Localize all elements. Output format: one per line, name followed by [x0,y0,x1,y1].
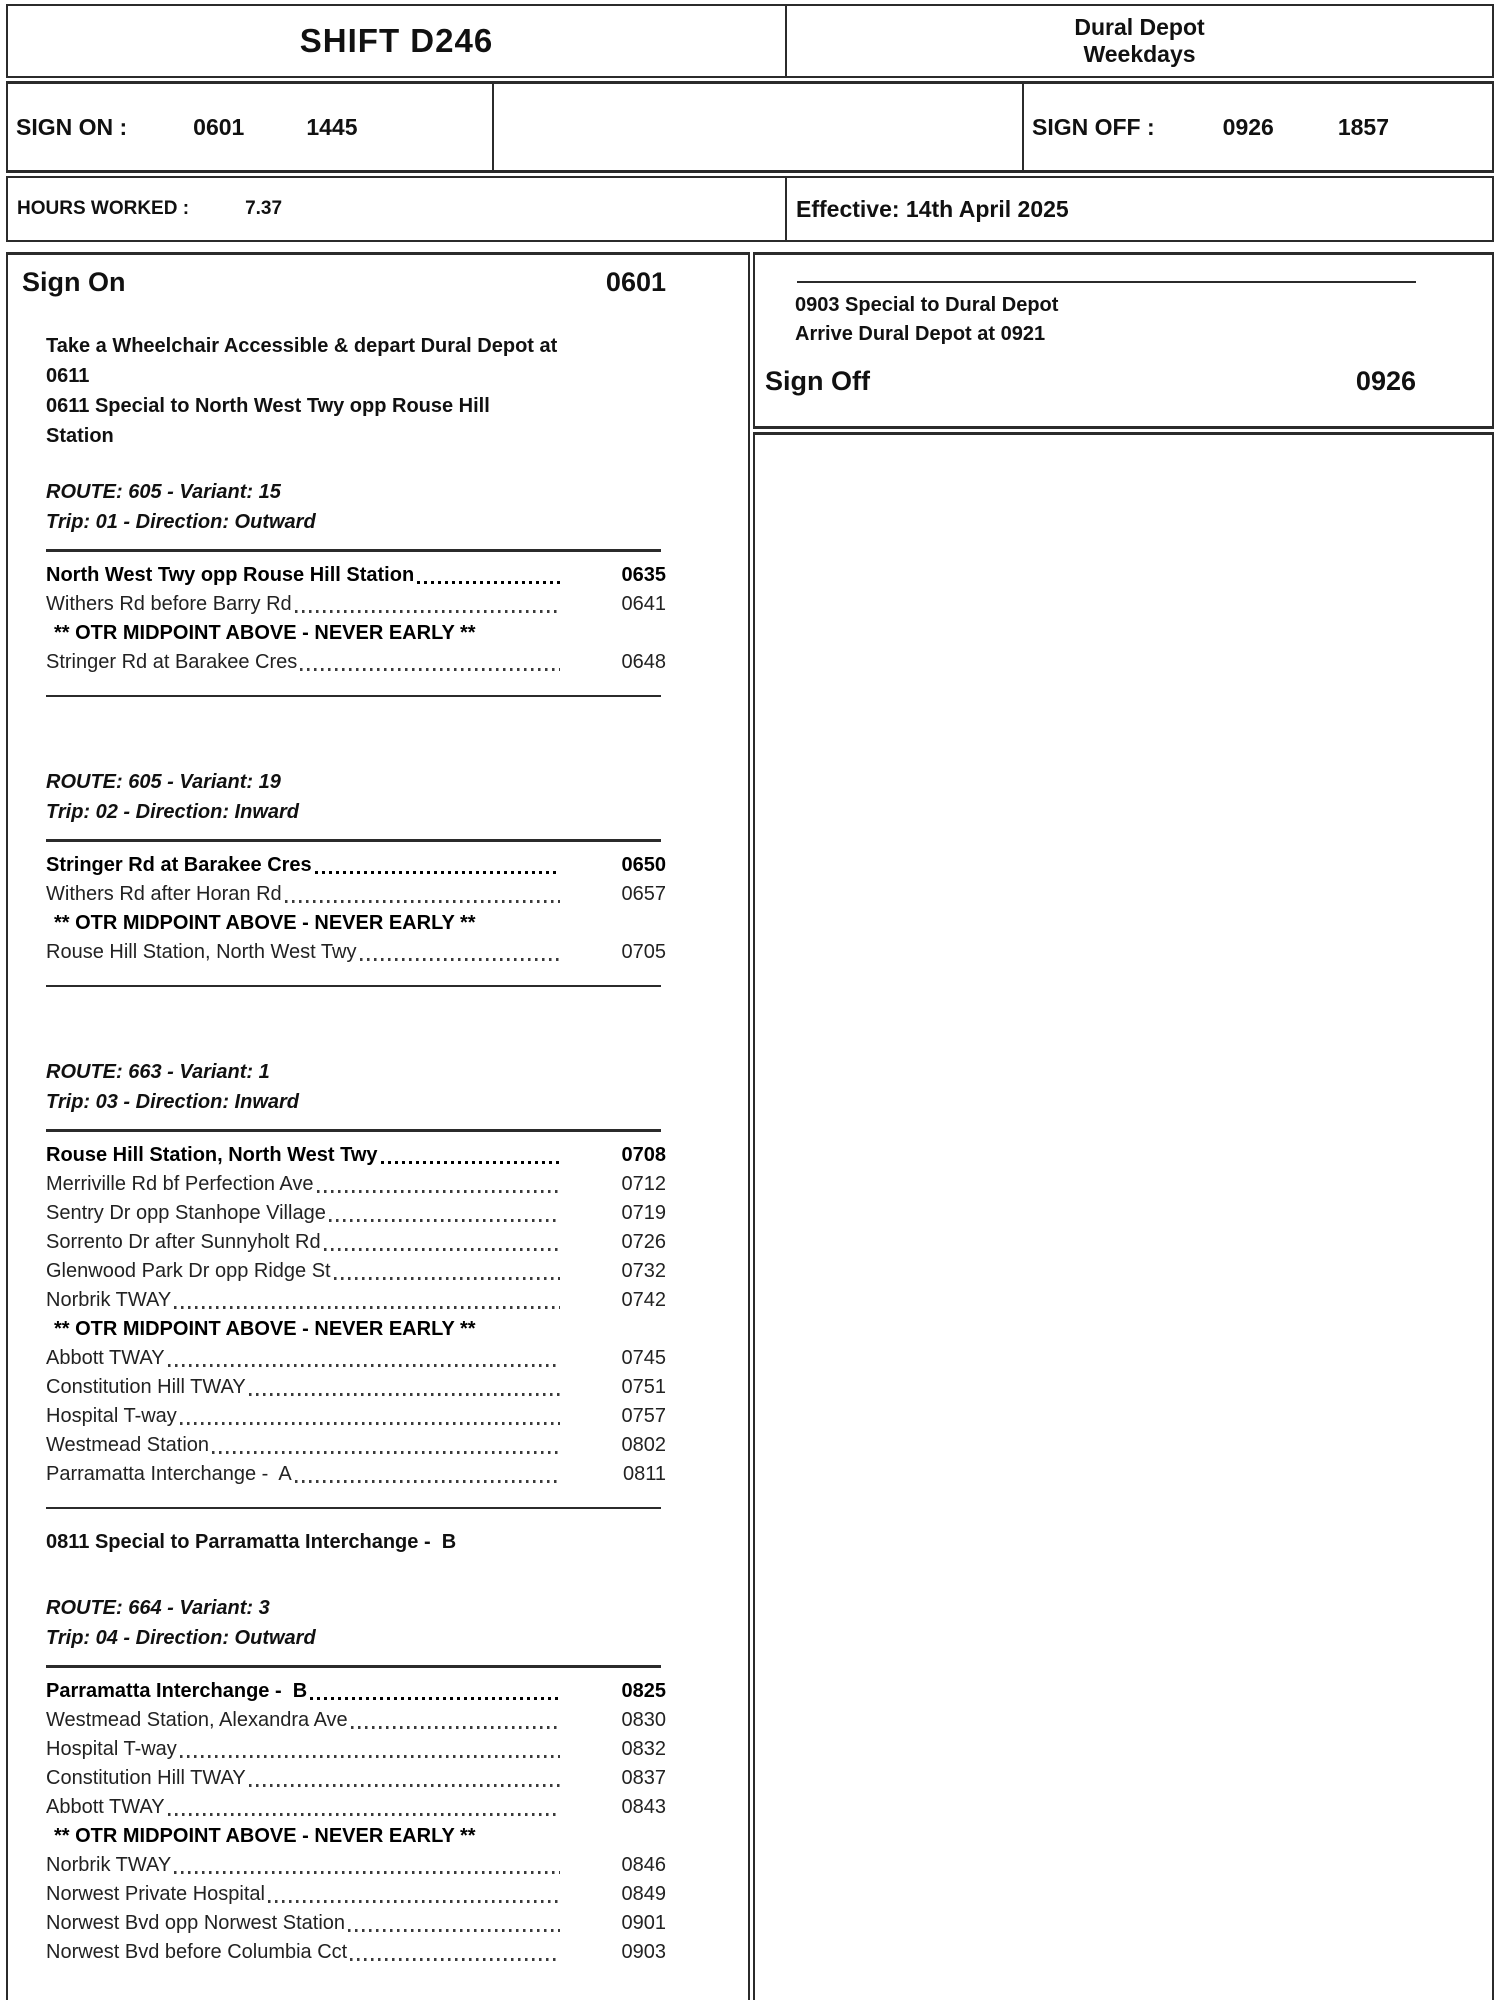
stop-row [8,561,748,590]
trips [8,477,748,1967]
stop-time: 0849 [621,1882,666,1905]
dotted-leader [180,1755,560,1758]
sign-on-heading-time: 0601 [605,267,666,297]
stop-name: Norbrik TWAY [46,1853,172,1876]
instruction-note-line: Take a Wheelchair Accessible & depart Dural Depot at [46,335,558,357]
stop-row [8,1706,748,1735]
otr-midpoint-marker: ** OTR MIDPOINT ABOVE - NEVER EARLY ** [54,911,476,934]
stop-row [8,1199,748,1228]
dotted-leader [295,610,560,613]
sign-on-cell [8,84,494,170]
stop-time: 0830 [621,1708,666,1731]
stop-row [8,1793,748,1822]
stop-time: 0837 [621,1766,666,1789]
stop-name: Stringer Rd at Barakee Cres [46,853,312,876]
sign-off-time-2: 1857 [1337,113,1390,140]
dotted-leader [310,1697,560,1700]
dotted-leader [348,1929,560,1932]
stop-name: Stringer Rd at Barakee Cres [46,650,298,673]
stop-row [8,1431,748,1460]
stop-row [8,1460,748,1489]
dotted-leader [350,1958,560,1961]
trip-block [8,477,748,697]
stop-row [8,590,748,619]
stop-name: Abbott TWAY [46,1346,165,1369]
trip-opening-rule [46,839,661,842]
dotted-leader [417,581,560,584]
trip-direction-line: Trip: 02 - Direction: Inward [46,801,299,823]
stop-name: Norwest Private Hospital [46,1882,265,1905]
instruction-note-line: Station [46,425,114,447]
dotted-leader [174,1871,560,1874]
duty-listing [6,252,1494,2000]
stop-time: 0726 [621,1230,666,1253]
stop-name: Constitution Hill TWAY [46,1766,246,1789]
trip-opening-rule [46,549,661,552]
stop-row [8,648,748,677]
route-variant-line: ROUTE: 664 - Variant: 3 [46,1597,270,1619]
trip-opening-rule [46,1129,661,1132]
stop-name: Sentry Dr opp Stanhope Village [46,1201,326,1224]
stop-time: 0751 [621,1375,666,1398]
stop-name: Rouse Hill Station, North West Twy [46,1143,378,1166]
stop-time: 0811 [622,1462,666,1485]
stop-time: 0903 [621,1940,666,1963]
dotted-leader [329,1219,560,1222]
header-hours-row [6,176,1494,242]
stop-time: 0843 [621,1795,666,1818]
otr-midpoint-marker: ** OTR MIDPOINT ABOVE - NEVER EARLY ** [54,621,476,644]
trip-opening-rule [46,1665,661,1668]
depot-name: Dural Depot [1074,14,1205,40]
stop-row [8,1764,748,1793]
dotted-leader [168,1813,560,1816]
stop-name: Parramatta Interchange - B [46,1679,308,1702]
stop-time: 0745 [621,1346,666,1369]
header-sign-row [6,81,1494,173]
stop-name: Norbrik TWAY [46,1288,172,1311]
stop-name: Hospital T-way [46,1737,177,1760]
stop-time: 0712 [621,1172,666,1195]
stop-row [8,1735,748,1764]
dotted-leader [351,1726,560,1729]
stop-name: Withers Rd after Horan Rd [46,882,282,905]
trip-block [8,1593,748,1967]
trip-block [8,767,748,987]
right-column [753,252,1494,2000]
route-variant-line: ROUTE: 605 - Variant: 15 [46,481,281,503]
sign-off-note: Arrive Dural Depot at 0921 [795,323,1046,345]
trip-closing-rule [46,1507,661,1510]
otr-midpoint-marker: ** OTR MIDPOINT ABOVE - NEVER EARLY ** [54,1824,476,1847]
stop-name: Withers Rd before Barry Rd [46,592,292,615]
stop-row [8,1141,748,1170]
hours-worked-cell [8,178,787,240]
trip-direction-line: Trip: 04 - Direction: Outward [46,1627,316,1649]
left-notes [8,331,748,451]
route-variant-line: ROUTE: 605 - Variant: 19 [46,771,281,793]
sign-off-label: SIGN OFF : [1032,113,1155,140]
stop-time: 0846 [621,1853,666,1876]
stop-time: 0705 [621,940,666,963]
stop-name: Norwest Bvd opp Norwest Station [46,1911,346,1934]
stop-row [8,1344,748,1373]
dotted-leader [249,1784,560,1787]
stop-row [8,851,748,880]
trip-closing-rule [797,281,1416,283]
stop-time: 0650 [621,853,666,876]
stop-name: North West Twy opp Rouse Hill Station [46,563,415,586]
dotted-leader [317,1190,560,1193]
trip-closing-rule [46,985,661,988]
sign-off-heading-time: 0926 [1355,366,1416,396]
dotted-leader [212,1451,560,1454]
stop-name: Sorrento Dr after Sunnyholt Rd [46,1230,321,1253]
sign-on-label: SIGN ON : [16,113,128,140]
trip-direction-line: Trip: 01 - Direction: Outward [46,511,316,533]
stop-name: Westmead Station [46,1433,210,1456]
stop-name: Norwest Bvd before Columbia Cct [46,1940,348,1963]
dotted-leader [315,871,560,874]
hours-worked-label: HOURS WORKED : [17,198,190,219]
stop-row [8,938,748,967]
stop-row [8,1373,748,1402]
sign-off-cell [1024,84,1492,170]
stop-row [8,1402,748,1431]
dotted-leader [268,1900,560,1903]
trip-direction-line: Trip: 03 - Direction: Inward [46,1091,299,1113]
stop-name: Glenwood Park Dr opp Ridge St [46,1259,331,1282]
otr-midpoint-marker: ** OTR MIDPOINT ABOVE - NEVER EARLY ** [54,1317,476,1340]
stop-row [8,1228,748,1257]
stop-time: 0732 [621,1259,666,1282]
stop-row [8,1938,748,1967]
dotted-leader [381,1161,560,1164]
trip-block [8,1057,748,1557]
stop-name: Constitution Hill TWAY [46,1375,246,1398]
stop-time: 0742 [621,1288,666,1311]
stop-row [8,1257,748,1286]
dotted-leader [295,1480,560,1483]
sign-off-time-1: 0926 [1222,113,1274,140]
stop-time: 0708 [621,1143,666,1166]
dotted-leader [180,1422,560,1425]
hours-worked-value: 7.37 [245,198,283,219]
sign-on-time-2: 1445 [306,113,358,140]
stop-row [8,1170,748,1199]
stop-name: Rouse Hill Station, North West Twy [46,940,357,963]
stop-time: 0641 [621,592,666,615]
stop-time: 0648 [621,650,666,673]
sign-on-heading: Sign On [22,267,126,297]
shift-title: SHIFT D246 [8,6,787,76]
stop-time: 0802 [621,1433,666,1456]
stop-name: Abbott TWAY [46,1795,165,1818]
stop-row [8,1286,748,1315]
dotted-leader [324,1248,560,1251]
special-note: 0811 Special to Parramatta Interchange - B [46,1531,457,1553]
depot-days: Weekdays [1083,41,1196,67]
stop-time: 0901 [621,1911,666,1934]
trip-closing-rule [46,695,661,698]
stop-name: Merriville Rd bf Perfection Ave [46,1172,314,1195]
route-variant-line: ROUTE: 663 - Variant: 1 [46,1061,270,1083]
dotted-leader [334,1277,560,1280]
sign-off-box [753,252,1494,429]
dotted-leader [360,958,561,961]
stop-row [8,880,748,909]
stop-name: Parramatta Interchange - A [46,1462,292,1485]
left-column-box [6,252,750,2000]
instruction-note-line: 0611 Special to North West Twy opp Rouse Hill [46,395,490,417]
dotted-leader [249,1393,560,1396]
sign-on-time-1: 0601 [193,113,245,140]
dotted-leader [300,668,560,671]
empty-continuation-box [753,432,1494,2000]
stop-row [8,1677,748,1706]
header-empty-cell [494,84,1024,170]
stop-row [8,1909,748,1938]
dotted-leader [174,1306,560,1309]
stop-row [8,1880,748,1909]
depot-cell [787,6,1492,76]
stop-row [8,1851,748,1880]
stop-name: Hospital T-way [46,1404,177,1427]
effective-date: Effective: 14th April 2025 [796,195,1069,222]
header-title-row [6,4,1494,78]
stop-time: 0757 [621,1404,666,1427]
sign-off-heading: Sign Off [765,366,870,396]
instruction-note [46,331,724,391]
dotted-leader [168,1364,560,1367]
stop-time: 0657 [621,882,666,905]
right-notes [755,291,1492,349]
sign-on-heading-row [8,263,748,301]
stop-name: Westmead Station, Alexandra Ave [46,1708,348,1731]
stop-time: 0825 [621,1679,666,1702]
stop-time: 0832 [621,1737,666,1760]
stop-time: 0719 [621,1201,666,1224]
sign-off-heading-row [755,362,1492,400]
instruction-note-line: 0611 [46,365,90,387]
instruction-note [46,391,724,451]
dotted-leader [285,900,560,903]
stop-time: 0635 [621,563,666,586]
sign-off-note: 0903 Special to Dural Depot [795,294,1059,316]
